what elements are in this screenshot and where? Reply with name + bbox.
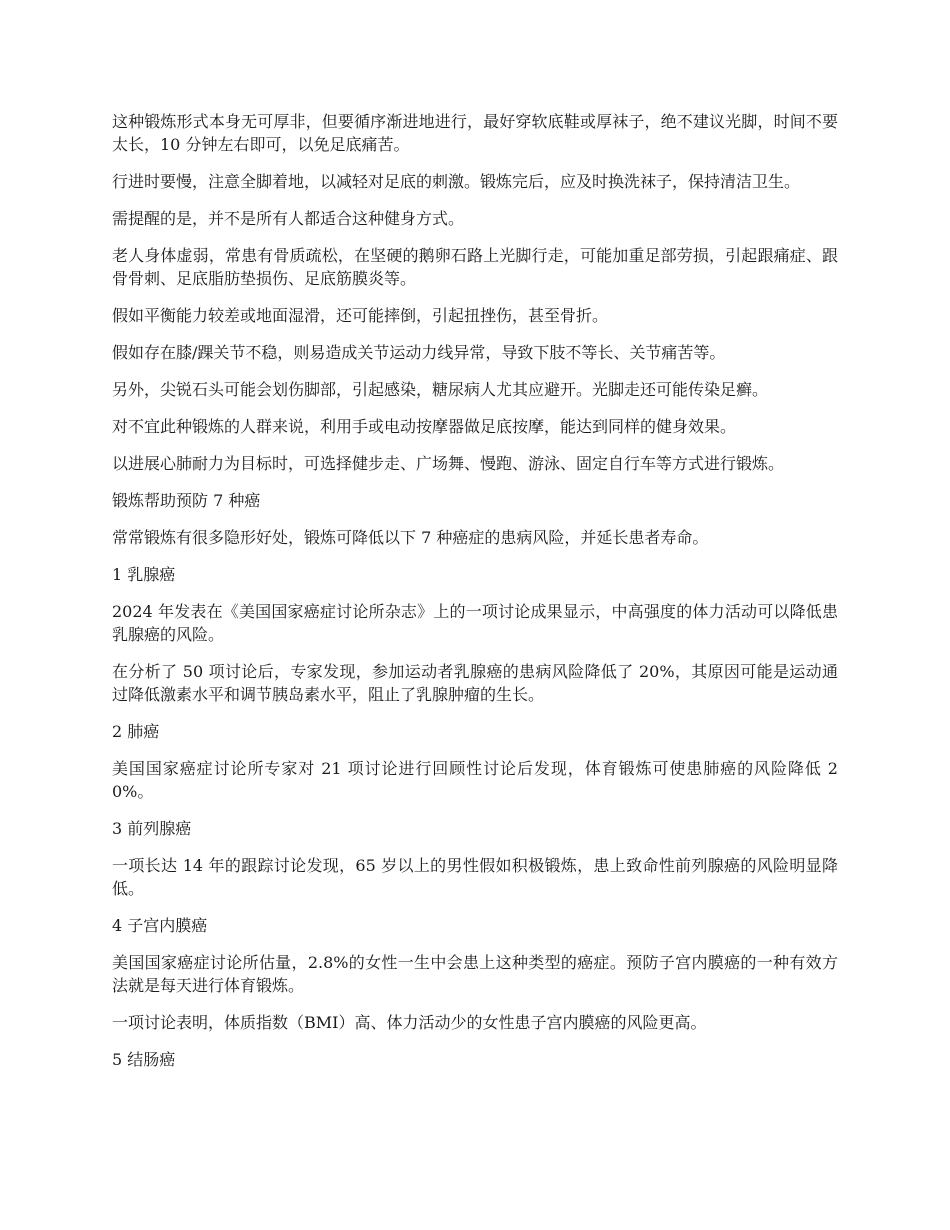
section-heading: 锻炼帮助预防 7 种癌 — [112, 491, 261, 510]
paragraph: 美国国家癌症讨论所专家对 21 项讨论进行回顾性讨论后发现，体育锻炼可使患肺癌的风险降低 20%。 — [112, 759, 838, 801]
subsection-heading: 4 子宫内膜癌 — [112, 916, 208, 935]
paragraph: 在分析了 50 项讨论后，专家发现，参加运动者乳腺癌的患病风险降低了 20%，其原因可能是运动通过降低激素水平和调节胰岛素水平，阻止了乳腺肿瘤的生长。 — [112, 662, 838, 704]
paragraph: 以进展心肺耐力为目标时，可选择健步走、广场舞、慢跑、游泳、固定自行车等方式进行锻炼。 — [112, 454, 785, 473]
paragraph: 另外，尖锐石头可能会划伤脚部，引起感染，糖尿病人尤其应避开。光脚走还可能传染足癣。 — [112, 380, 769, 399]
subsection-heading: 5 结肠癌 — [112, 1050, 176, 1069]
paragraph: 老人身体虚弱，常患有骨质疏松，在坚硬的鹅卵石路上光脚行走，可能加重足部劳损，引起跟痛症、跟骨骨刺、足底脂肪垫损伤、足底筋膜炎等。 — [112, 246, 838, 288]
paragraph: 假如平衡能力较差或地面湿滑，还可能摔倒，引起扭挫伤，甚至骨折。 — [112, 306, 609, 325]
paragraph: 假如存在膝/踝关节不稳，则易造成关节运动力线异常，导致下肢不等长、关节痛苦等。 — [112, 343, 726, 362]
subsection-heading: 1 乳腺癌 — [112, 565, 176, 584]
subsection-heading: 3 前列腺癌 — [112, 819, 192, 838]
paragraph: 2024 年发表在《美国国家癌症讨论所杂志》上的一项讨论成果显示，中高强度的体力活动可以降低患乳腺癌的风险。 — [112, 602, 838, 644]
subsection-heading: 2 肺癌 — [112, 722, 160, 741]
paragraph: 这种锻炼形式本身无可厚非，但要循序渐进地进行，最好穿软底鞋或厚袜子，绝不建议光脚，时间不要太长，10 分钟左右即可，以免足底痛苦。 — [112, 112, 838, 154]
paragraph: 常常锻炼有很多隐形好处，锻炼可降低以下 7 种癌症的患病风险，并延长患者寿命。 — [112, 528, 709, 547]
paragraph: 一项讨论表明，体质指数（BMI）高、体力活动少的女性患子宫内膜癌的风险更高。 — [112, 1013, 707, 1032]
paragraph: 行进时要慢，注意全脚着地，以减轻对足底的刺激。锻炼完后，应及时换洗袜子，保持清洁卫生。 — [112, 172, 801, 191]
paragraph: 美国国家癌症讨论所估量，2.8%的女性一生中会患上这种类型的癌症。预防子宫内膜癌的一种有效方法就是每天进行体育锻炼。 — [112, 953, 838, 995]
paragraph: 对不宜此种锻炼的人群来说，利用手或电动按摩器做足底按摩，能达到同样的健身效果。 — [112, 417, 737, 436]
paragraph: 一项长达 14 年的跟踪讨论发现，65 岁以上的男性假如积极锻炼，患上致命性前列腺癌的风险明显降低。 — [112, 856, 838, 898]
paragraph: 需提醒的是，并不是所有人都适合这种健身方式。 — [112, 209, 465, 228]
